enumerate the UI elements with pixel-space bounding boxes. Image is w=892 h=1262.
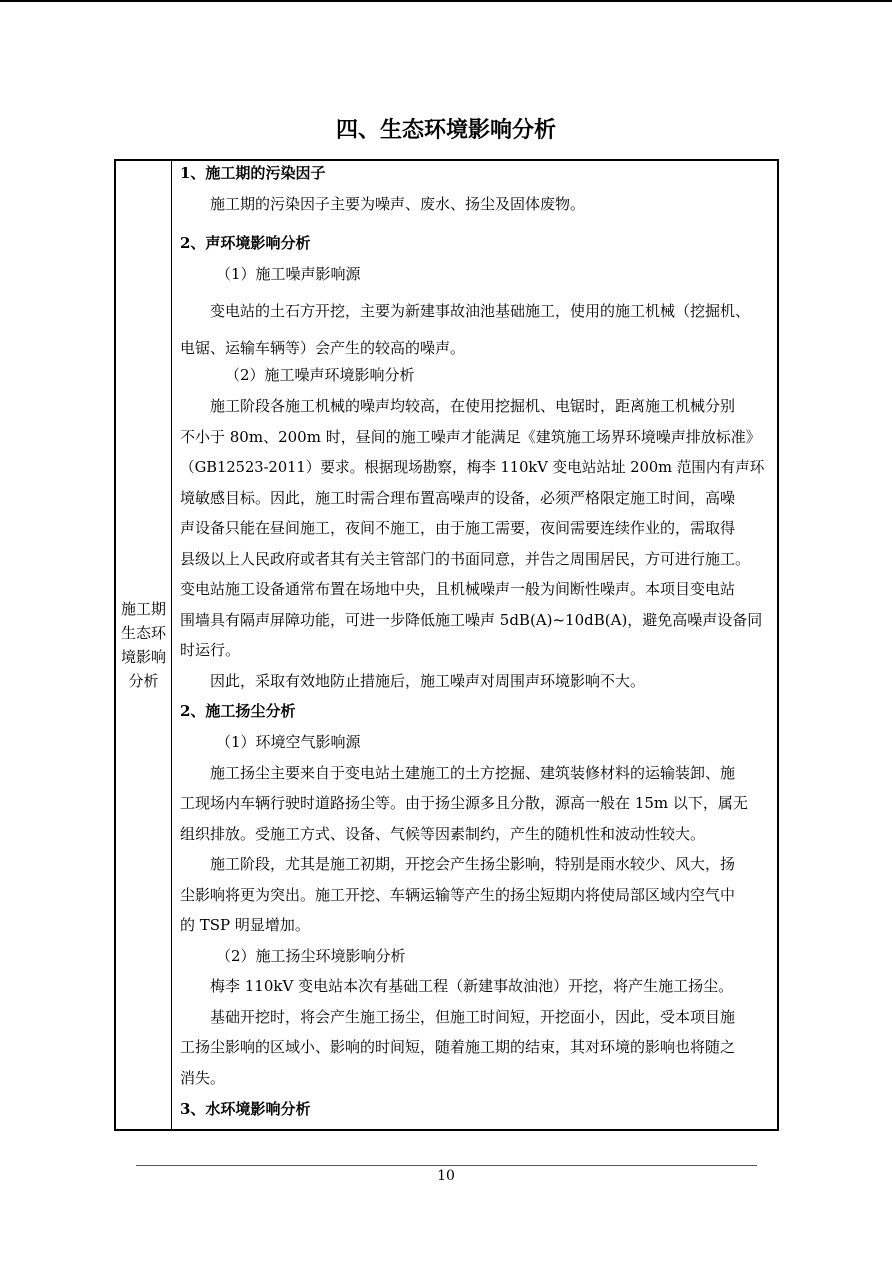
paragraph-line: （GB12523-2011）要求。根据现场勘察，梅李 110kV 变电站站址 200m 范围内有声环 <box>180 458 765 476</box>
paragraph-line: 基础开挖时，将会产生施工扬尘，但施工时间短，开挖面小，因此，受本项目施 <box>210 1008 736 1026</box>
paragraph-line: （1）施工噪声影响源 <box>216 265 361 283</box>
side-label-line: 生态环 <box>120 624 166 642</box>
section-heading: 2、施工扬尘分析 <box>180 702 296 720</box>
paragraph-line: 施工期的污染因子主要为噪声、废水、扬尘及固体废物。 <box>210 195 586 213</box>
paragraph-line: 施工阶段各施工机械的噪声均较高，在使用挖掘机、电锯时，距离施工机械分别 <box>210 397 736 415</box>
top-border-line <box>0 0 892 2</box>
paragraph-line: 施工扬尘主要来自于变电站土建施工的土方挖掘、建筑装修材料的运输装卸、施 <box>210 764 736 782</box>
analysis-table <box>114 159 779 1131</box>
paragraph-line: 不小于 80m、200m 时，昼间的施工噪声才能满足《建筑施工场界环境噪声排放标准》 <box>180 428 761 446</box>
paragraph-line: 消失。 <box>180 1069 226 1087</box>
paragraph-line: 电锯、运输车辆等）会产生的较高的噪声。 <box>180 339 466 357</box>
side-label-line: 施工期 <box>120 600 166 618</box>
page-title: 四、生态环境影响分析 <box>335 118 556 143</box>
section-heading: 3、水环境影响分析 <box>180 1100 311 1118</box>
paragraph-line: 声设备只能在昼间施工，夜间不施工，由于施工需要，夜间需要连续作业的，需取得 <box>180 519 736 537</box>
paragraph-line: 时运行。 <box>180 641 241 659</box>
paragraph-line: 境敏感目标。因此，施工时需合理布置高噪声的设备，必须严格限定施工时间，高噪 <box>180 489 736 507</box>
paragraph-line: （2）施工扬尘环境影响分析 <box>216 947 406 965</box>
paragraph-line: （1）环境空气影响源 <box>216 733 361 751</box>
paragraph-line: 的 TSP 明显增加。 <box>180 916 310 934</box>
paragraph-line: 变电站的土石方开挖，主要为新建事故油池基础施工，使用的施工机械（挖掘机、 <box>210 302 751 320</box>
paragraph-line: 组织排放。受施工方式、设备、气候等因素制约，产生的随机性和波动性较大。 <box>180 825 706 843</box>
paragraph-line: 因此，采取有效地防止措施后，施工噪声对周围声环境影响不大。 <box>210 672 646 690</box>
footer-rule <box>136 1165 757 1166</box>
paragraph-line: 梅李 110kV 变电站本次有基础工程（新建事故油池）开挖，将产生施工扬尘。 <box>210 977 734 995</box>
side-label-line: 分析 <box>128 672 159 690</box>
paragraph-line: 围墙具有隔声屏障功能，可进一步降低施工噪声 5dB(A)~10dB(A)，避免高噪声设备同 <box>180 611 763 629</box>
paragraph-line: 尘影响将更为突出。施工开挖、车辆运输等产生的扬尘短期内将使局部区域内空气中 <box>180 886 736 904</box>
side-label-line: 境影响 <box>120 648 166 666</box>
page-number: 10 <box>437 1168 455 1184</box>
section-heading: 1、施工期的污染因子 <box>180 164 326 182</box>
paragraph-line: 变电站施工设备通常布置在场地中央，且机械噪声一般为间断性噪声。本项目变电站 <box>180 580 736 598</box>
paragraph-line: 施工阶段，尤其是施工初期，开挖会产生扬尘影响，特别是雨水较少、风大，扬 <box>210 855 736 873</box>
paragraph-line: 县级以上人民政府或者其有关主管部门的书面同意，并告之周围居民，方可进行施工。 <box>180 550 751 568</box>
paragraph-line: 工现场内车辆行驶时道路扬尘等。由于扬尘源多且分散，源高一般在 15m 以下，属无 <box>180 794 748 812</box>
paragraph-line: （2）施工噪声环境影响分析 <box>225 366 415 384</box>
section-heading: 2、声环境影响分析 <box>180 234 311 252</box>
side-label <box>116 597 171 693</box>
side-label-cell <box>116 161 172 1129</box>
paragraph-line: 工扬尘影响的区域小、影响的时间短，随着施工期的结束，其对环境的影响也将随之 <box>180 1038 736 1056</box>
